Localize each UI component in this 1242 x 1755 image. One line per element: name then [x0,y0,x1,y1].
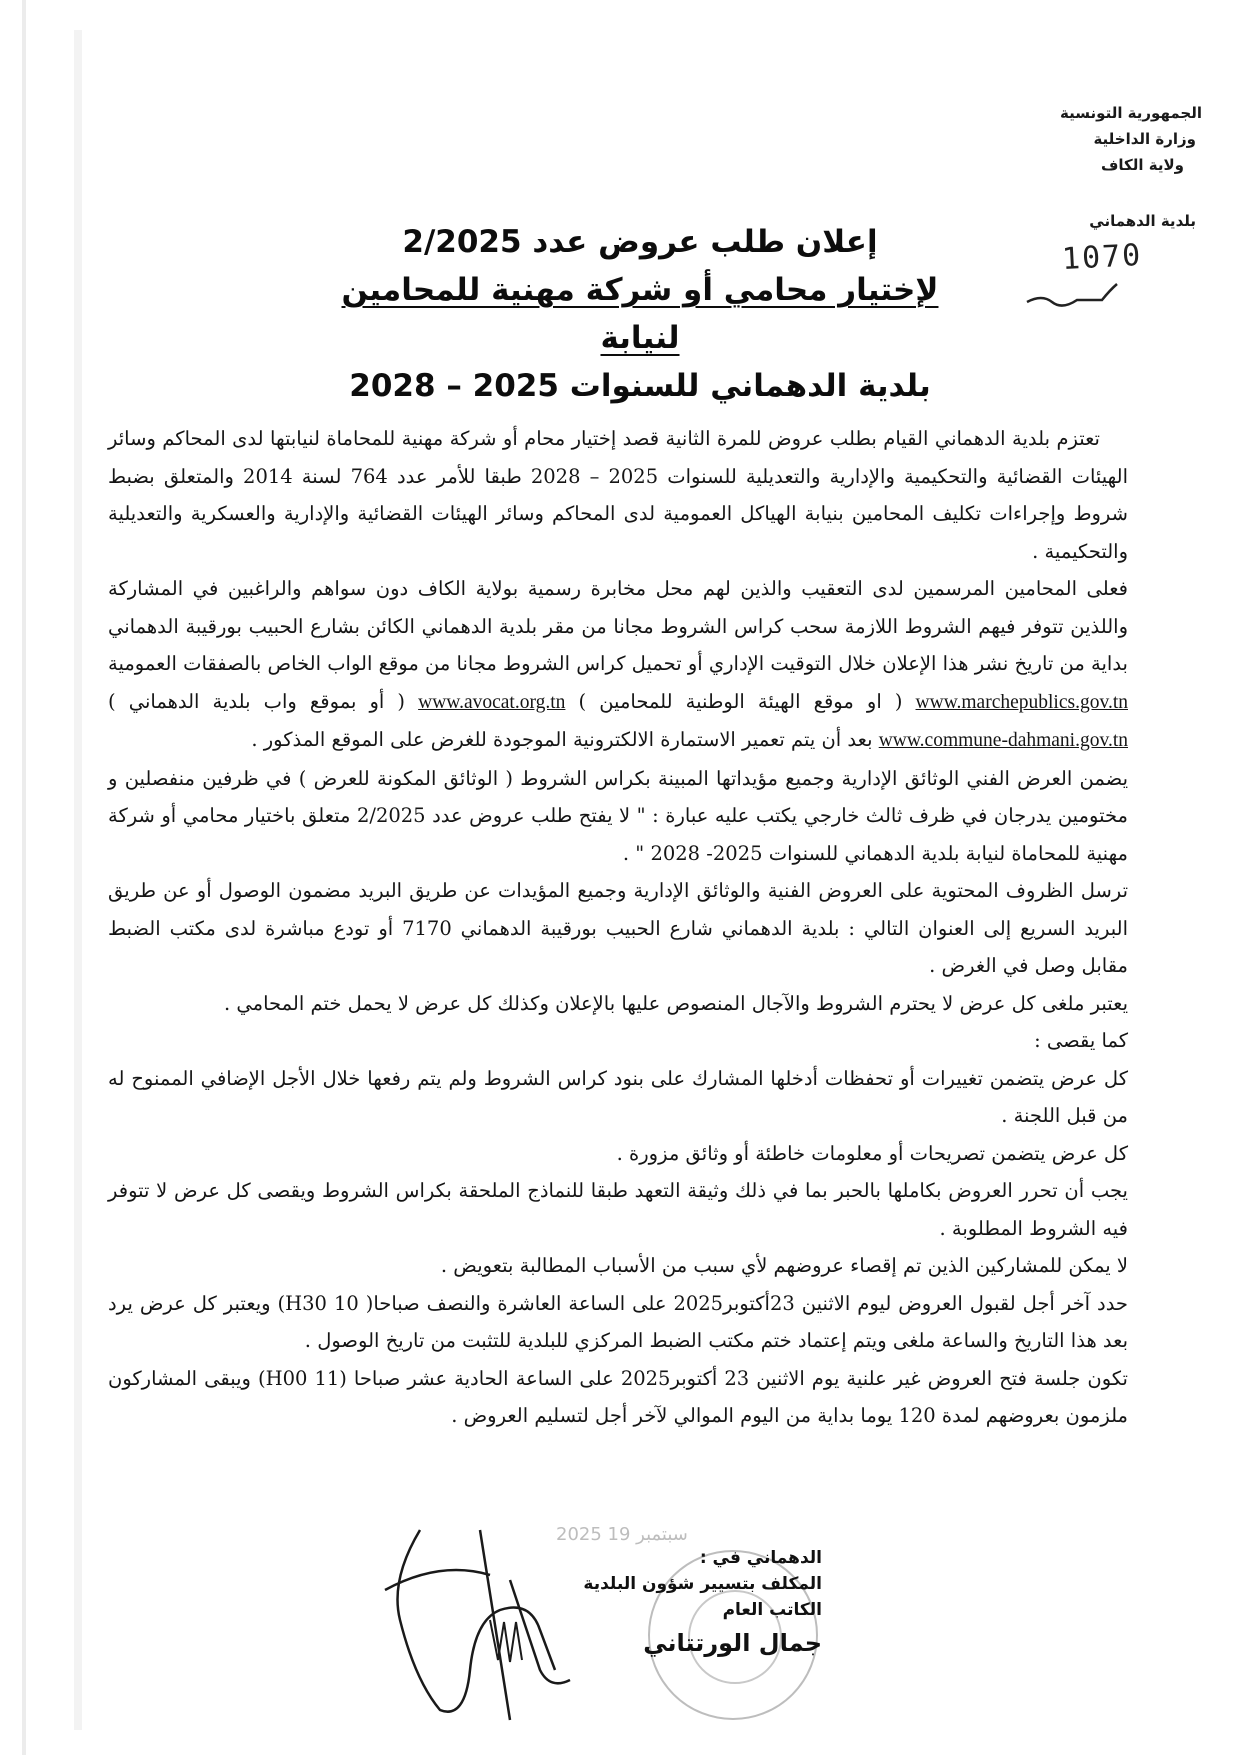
eligibility-text-2: ( او موقع الهيئة الوطنية للمحامين ) [578,689,903,713]
title-line-1: إعلان طلب عروض عدد 2/2025 [402,224,878,260]
link-avocat[interactable]: www.avocat.org.tn [418,691,566,713]
letterhead-republic: الجمهورية التونسية [1060,104,1202,122]
paragraph-ink-requirement: يجب أن تحرر العروض بكاملها بالحبر بما في ذلك وثيقة التعهد طبقا للنماذج الملحقة بكراس الشروط ويقصى كل عرض لا تتوفر فيه الشروط المطلوبة . [108,1179,1128,1240]
letterhead [942,100,1202,178]
paragraph-cancellation: يعتبر ملغى كل عرض لا يحترم الشروط والآجال المنصوص عليها بالإعلان وكذلك كل عرض لا يحمل ختم المحامي . [224,991,1128,1015]
handwritten-initials-icon [1022,280,1122,310]
place-date: الدهماني في : [699,1548,822,1568]
paragraph-submission: ترسل الظروف المحتوية على العروض الفنية والوثائق الإدارية وجميع المؤيدات عن طريق البريد مضمون الوصول أو عن طريق البريد السريع إلى العنوان التالي : بلدية الدهماني شارع الحبيب بورقيبة الدهماني 7170 أو تودع مباشرة لدى مكتب الضبط مقابل وصل في الغرض . [108,879,1128,977]
eligibility-text-3: ( أو بموقع واب بلدية الدهماني ) [108,689,406,713]
letterhead-ministry: وزارة الداخلية [1093,130,1196,148]
eligibility-text-4: بعد أن يتم تعمير الاستمارة الالكترونية الموجودة للغرض على الموقع المذكور . [251,728,873,751]
paragraph-exclusion-1: كل عرض يتضمن تغييرات أو تحفظات أدخلها المشارك على بنود كراس الشروط ولم يتم رفعها خلال الأجل الإضافي الممنوح له من قبل اللجنة . [108,1066,1128,1127]
announcement-title [330,218,950,410]
paragraph-deadline: حدد آخر أجل لقبول العروض ليوم الاثنين 23أكتوبر2025 على الساعة العاشرة والنصف صباحا( 10 H30) ويعتبر كل عرض يرد بعد هذا التاريخ والساعة ملغى ويتم إعتماد ختم مكتب الضبط المركزي للبلدية للتثبت من تاريخ الوصول . [108,1291,1128,1352]
link-commune-dahmani[interactable]: www.commune-dahmani.gov.tn [878,730,1128,751]
signatory-name: جمال الورتتاني [643,1629,822,1657]
paragraph-intro: تعتزم بلدية الدهماني القيام بطلب عروض للمرة الثانية قصد إختيار محام أو شركة مهنية للمحاماة لنيابتها لدى المحاكم وسائر الهيئات القضائية والتحكيمية والإدارية والتعديلية للسنوات 2025 – 2028 طبقا للأمر عدد 764 لسنة 2014 والمتعلق بضبط شروط وإجراءات تكليف المحامين بنيابة الهياكل العمومية لدى المحاكم وسائر الهيئات القضائية والإدارية والعسكرية والتعديلية والتحكيمية . [108,427,1129,563]
letterhead-governorate: ولاية الكاف [1101,156,1184,174]
paragraph-exclusion-heading: كما يقصى : [1034,1029,1128,1052]
eligibility-text: فعلى المحامين المرسمين لدى التعقيب والذين لهم محل مخابرة رسمية بولاية الكاف دون سواهم والراغبين في المشاركة واللذين تتوفر فيهم الشروط اللازمة سحب كراس الشروط مجانا من مقر بلدية الدهماني الكائن بشارع الحبيب بورقيبة الدهماني بداية من تاريخ نشر هذا الإعلان خلال التوقيت الإداري أو تحميل كراس الشروط مجانا من موقع الواب الخاص بالصفقات العمومية [108,577,1128,675]
paragraph-offer-content: يضمن العرض الفني الوثائق الإدارية وجميع مؤيداتها المبينة بكراس الشروط ( الوثائق المكونة للعرض ) في ظرفين منفصلين و مختومين يدرجان في ظرف ثالث خارجي يكتب عليه عبارة : " لا يفتح طلب عروض عدد 2/2025 متعلق باختيار محامي أو شركة مهنية للمحاماة لنيابة بلدية الدهماني للسنوات 2025- 2028 " . [108,766,1128,865]
announcement-body [108,420,1128,1435]
title-line-3: بلدية الدهماني للسنوات 2025 – 2028 [349,368,931,404]
title-line-2: لإختيار محامي أو شركة مهنية للمحامين لنيابة [341,272,939,356]
link-marchepublics[interactable]: www.marchepublics.gov.tn [915,691,1128,713]
paragraph-exclusion-2: كل عرض يتضمن تصريحات أو معلومات خاطئة أو وثائق مزورة . [616,1141,1128,1165]
paragraph-eligibility [108,570,1128,760]
paragraph-no-compensation: لا يمكن للمشاركين الذين تم إقصاء عروضهم لأي سبب من الأسباب المطالبة بتعويض . [440,1254,1128,1277]
signatory-role: المكلف بتسيير شؤون البلدية [583,1574,822,1594]
paragraph-opening-session: تكون جلسة فتح العروض غير علنية يوم الاثنين 23 أكتوبر2025 على الساعة الحادية عشر صباحا (11 H00) ويبقى المشاركون ملزمون بعروضهم لمدة 120 يوما بداية من اليوم الموالي لآخر أجل لتسليم العروض . [108,1366,1128,1427]
signatory-title: الكاتب العام [722,1600,822,1620]
stamp-date: 2025 19 سبتمبر [556,1524,688,1545]
letterhead-municipality: بلدية الدهماني [1089,212,1196,230]
handwritten-signature-icon [380,1520,580,1730]
handwritten-reference-number: 1070 [1060,237,1143,278]
